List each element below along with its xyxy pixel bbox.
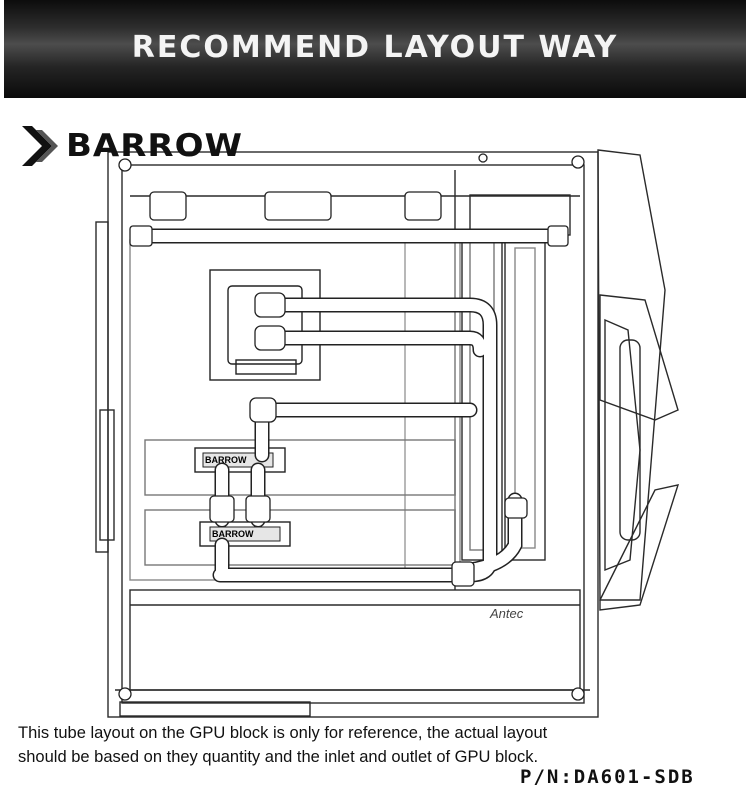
gpu-block-2-label: BARROW <box>212 529 254 539</box>
gpu-block-1-label: BARROW <box>205 455 247 465</box>
caption-line-1: This tube layout on the GPU block is only for reference, the actual layout <box>18 724 548 742</box>
barrow-chevron-icon <box>20 124 64 168</box>
caption <box>18 721 728 769</box>
barrow-logo <box>20 122 280 172</box>
part-number: P/N:DA601-SDB <box>520 766 695 788</box>
case-brand-label: Antec <box>490 606 524 621</box>
caption-line-2: should be based on they quantity and the inlet and outlet of GPU block. <box>18 748 539 766</box>
banner-title: RECOMMEND LAYOUT WAY <box>131 30 619 65</box>
io-panel <box>100 410 114 540</box>
logo-text: BARROW <box>66 127 243 165</box>
